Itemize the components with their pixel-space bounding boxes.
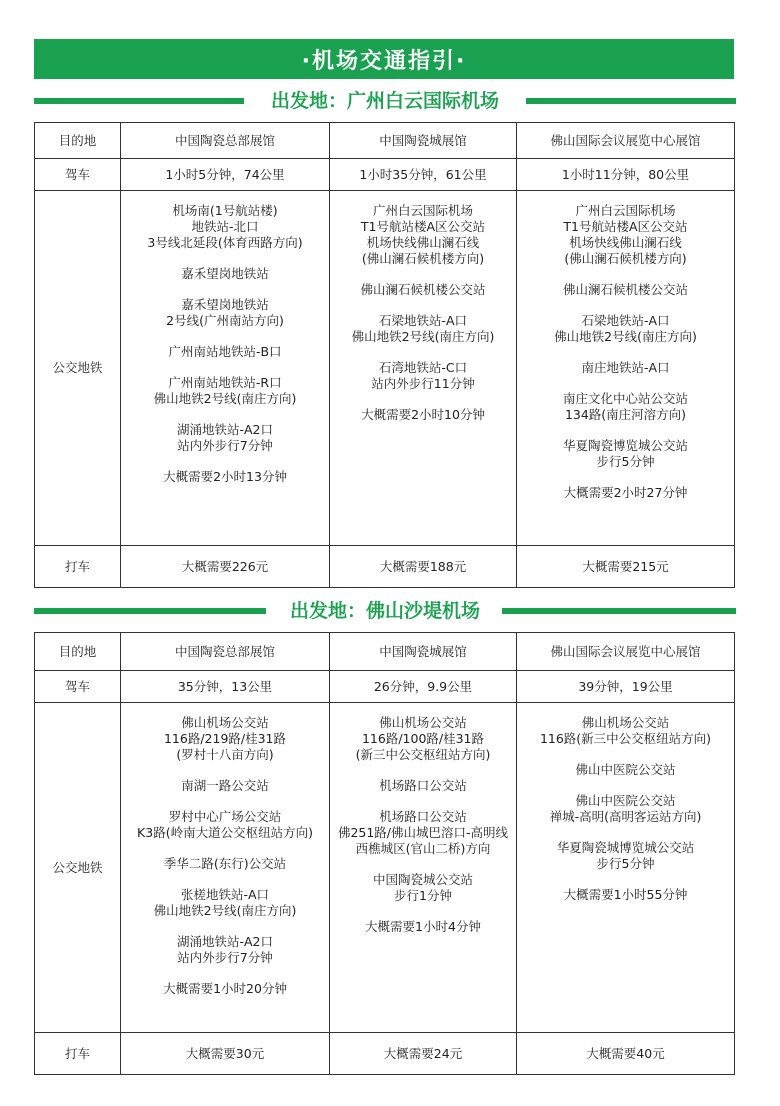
destination-header: 中国陶瓷总部展馆 bbox=[121, 633, 330, 671]
header-row bbox=[35, 123, 735, 159]
row-label: 驾车 bbox=[35, 671, 121, 703]
spacer bbox=[125, 841, 325, 856]
destination-header: 中国陶瓷城展馆 bbox=[330, 123, 517, 159]
spacer bbox=[125, 454, 325, 469]
spacer bbox=[125, 794, 325, 809]
row-label: 打车 bbox=[35, 1033, 121, 1075]
header-row bbox=[35, 633, 735, 671]
transit-cell bbox=[517, 703, 735, 1033]
drive-cell: 39分钟，19公里 bbox=[517, 671, 735, 703]
row-label: 驾车 bbox=[35, 159, 121, 191]
route-step: 步行5分钟 bbox=[596, 454, 655, 469]
destination-header: 中国陶瓷总部展馆 bbox=[121, 123, 330, 159]
route-table-baiyun bbox=[34, 122, 735, 588]
route-step: 华夏陶瓷博览城公交站 bbox=[562, 438, 688, 453]
spacer bbox=[125, 872, 325, 887]
route-step: 地铁站-北口 bbox=[191, 219, 259, 234]
route-step: 禅城-高明(高明客运站方向) bbox=[549, 809, 702, 824]
route-step: 佛山中医院公交站 bbox=[575, 793, 676, 808]
destination-header: 佛山国际会议展览中心展馆 bbox=[517, 633, 735, 671]
route-step: 站内外步行11分钟 bbox=[371, 376, 475, 391]
spacer bbox=[521, 747, 730, 762]
spacer bbox=[334, 392, 512, 407]
route-table-shadi bbox=[34, 632, 735, 1075]
row-label: 目的地 bbox=[35, 633, 121, 671]
route-step: 佛251路/佛山城巴溶口-高明线 bbox=[337, 825, 509, 840]
spacer bbox=[125, 919, 325, 934]
transit-cell bbox=[330, 191, 517, 546]
row-label: 公交地铁 bbox=[35, 703, 121, 1033]
route-step: 大概需要1小时20分钟 bbox=[163, 981, 287, 996]
spacer bbox=[125, 966, 325, 981]
route-step: (罗村十八亩方向) bbox=[176, 747, 274, 762]
route-step: 湖涌地铁站-A2口 bbox=[176, 934, 273, 949]
drive-row bbox=[35, 671, 735, 703]
route-step: 西樵城区(官山二桥)方向 bbox=[355, 841, 491, 856]
section-2-header bbox=[34, 598, 736, 624]
page-title-banner bbox=[34, 39, 734, 79]
transit-cell bbox=[330, 703, 517, 1033]
route-step: T1号航站楼A区公交站 bbox=[563, 219, 688, 234]
route-step: 佛山机场公交站 bbox=[581, 715, 670, 730]
route-step: 大概需要1小时55分钟 bbox=[563, 887, 688, 902]
route-step: 南庄文化中心站公交站 bbox=[562, 391, 688, 406]
route-step: 134路(南庄河溶方向) bbox=[564, 407, 687, 422]
route-step: (佛山澜石候机楼方向) bbox=[361, 251, 485, 266]
spacer bbox=[125, 251, 325, 266]
spacer bbox=[334, 298, 512, 313]
route-step: 季华二路(东行)公交站 bbox=[163, 856, 287, 871]
route-step: 广州白云国际机场 bbox=[372, 203, 473, 218]
spacer bbox=[521, 267, 730, 282]
spacer bbox=[334, 345, 512, 360]
route-step: 石湾地铁站-C口 bbox=[378, 360, 468, 375]
spacer bbox=[334, 904, 512, 919]
route-step: 石梁地铁站-A口 bbox=[378, 313, 468, 328]
spacer bbox=[334, 794, 512, 809]
taxi-row bbox=[35, 1033, 735, 1075]
spacer bbox=[334, 763, 512, 778]
route-step: 南湖一路公交站 bbox=[181, 778, 269, 793]
section-2-origin: 出发地：佛山沙堤机场 bbox=[289, 600, 480, 622]
transit-cell bbox=[517, 191, 735, 546]
route-step: 湖涌地铁站-A2口 bbox=[176, 422, 273, 437]
route-step: 步行5分钟 bbox=[596, 856, 655, 871]
spacer bbox=[125, 360, 325, 375]
spacer bbox=[521, 825, 730, 840]
route-step: 站内外步行7分钟 bbox=[177, 438, 273, 453]
taxi-cell: 大概需要226元 bbox=[121, 546, 330, 588]
route-step: 机场快线佛山澜石线 bbox=[569, 235, 682, 250]
transit-row bbox=[35, 703, 735, 1033]
spacer bbox=[521, 376, 730, 391]
route-step: K3路(岭南大道公交枢纽站方向) bbox=[137, 825, 313, 840]
route-step: 嘉禾望岗地铁站 bbox=[181, 266, 269, 281]
route-step: 机场路口公交站 bbox=[379, 809, 467, 824]
route-step: 大概需要2小时10分钟 bbox=[361, 407, 485, 422]
spacer bbox=[334, 267, 512, 282]
route-step: 佛山地铁2号线(南庄方向) bbox=[554, 329, 697, 344]
route-step: 罗村中心广场公交站 bbox=[168, 809, 282, 824]
spacer bbox=[334, 857, 512, 872]
route-step: 佛山中医院公交站 bbox=[575, 762, 676, 777]
route-step: 佛山澜石候机楼公交站 bbox=[360, 282, 486, 297]
route-step: 佛山机场公交站 bbox=[181, 715, 269, 730]
spacer bbox=[125, 282, 325, 297]
route-step: (佛山澜石候机楼方向) bbox=[564, 251, 687, 266]
route-step: 116路(新三中公交枢纽站方向) bbox=[539, 731, 712, 746]
drive-cell: 1小时11分钟，80公里 bbox=[517, 159, 735, 191]
section-1-header bbox=[34, 88, 736, 114]
drive-cell: 1小时5分钟，74公里 bbox=[121, 159, 330, 191]
route-step: 佛山地铁2号线(南庄方向) bbox=[153, 391, 297, 406]
route-step: 佛山澜石候机楼公交站 bbox=[562, 282, 688, 297]
spacer bbox=[125, 329, 325, 344]
drive-cell: 1小时35分钟，61公里 bbox=[330, 159, 517, 191]
transit-cell bbox=[121, 703, 330, 1033]
route-step: 华夏陶瓷城博览城公交站 bbox=[556, 840, 695, 855]
route-step: 中国陶瓷城公交站 bbox=[372, 872, 473, 887]
route-step: 佛山机场公交站 bbox=[379, 715, 467, 730]
route-step: 机场南(1号航站楼) bbox=[172, 203, 278, 218]
spacer bbox=[521, 423, 730, 438]
route-step: 广州白云国际机场 bbox=[575, 203, 676, 218]
row-label: 公交地铁 bbox=[35, 191, 121, 546]
row-label: 打车 bbox=[35, 546, 121, 588]
destination-header: 中国陶瓷城展馆 bbox=[330, 633, 517, 671]
drive-cell: 26分钟，9.9公里 bbox=[330, 671, 517, 703]
spacer bbox=[521, 345, 730, 360]
row-label: 目的地 bbox=[35, 123, 121, 159]
drive-row bbox=[35, 159, 735, 191]
route-step: 大概需要2小时27分钟 bbox=[563, 485, 688, 500]
route-step: 张槎地铁站-A口 bbox=[180, 887, 270, 902]
route-step: (新三中公交枢纽站方向) bbox=[355, 747, 491, 762]
transit-row bbox=[35, 191, 735, 546]
taxi-cell: 大概需要24元 bbox=[330, 1033, 517, 1075]
taxi-cell: 大概需要188元 bbox=[330, 546, 517, 588]
route-step: 广州南站地铁站-R口 bbox=[168, 375, 282, 390]
route-step: 南庄地铁站-A口 bbox=[581, 360, 670, 375]
route-step: 佛山地铁2号线(南庄方向) bbox=[153, 903, 297, 918]
spacer bbox=[521, 778, 730, 793]
route-step: 大概需要1小时4分钟 bbox=[365, 919, 481, 934]
page-title: ·机场交通指引· bbox=[301, 48, 467, 74]
spacer bbox=[521, 470, 730, 485]
route-step: 石梁地铁站-A口 bbox=[581, 313, 670, 328]
taxi-cell: 大概需要30元 bbox=[121, 1033, 330, 1075]
destination-header: 佛山国际会议展览中心展馆 bbox=[517, 123, 735, 159]
spacer bbox=[125, 407, 325, 422]
route-step: 大概需要2小时13分钟 bbox=[163, 469, 287, 484]
spacer bbox=[521, 872, 730, 887]
route-step: 116路/219路/桂31路 bbox=[163, 731, 287, 746]
route-step: T1号航站楼A区公交站 bbox=[360, 219, 486, 234]
taxi-row bbox=[35, 546, 735, 588]
route-step: 3号线北延段(体育西路方向) bbox=[147, 235, 303, 250]
route-step: 站内外步行7分钟 bbox=[177, 950, 273, 965]
route-step: 广州南站地铁站-B口 bbox=[168, 344, 282, 359]
route-step: 116路/100路/桂31路 bbox=[361, 731, 485, 746]
route-step: 佛山地铁2号线(南庄方向) bbox=[351, 329, 495, 344]
section-1-origin: 出发地：广州白云国际机场 bbox=[270, 90, 499, 112]
spacer bbox=[125, 763, 325, 778]
route-step: 机场路口公交站 bbox=[379, 778, 467, 793]
drive-cell: 35分钟，13公里 bbox=[121, 671, 330, 703]
route-step: 机场快线佛山澜石线 bbox=[366, 235, 480, 250]
taxi-cell: 大概需要40元 bbox=[517, 1033, 735, 1075]
route-step: 嘉禾望岗地铁站 bbox=[181, 297, 269, 312]
spacer bbox=[521, 298, 730, 313]
transit-cell bbox=[121, 191, 330, 546]
route-step: 2号线(广州南站方向) bbox=[166, 313, 284, 328]
taxi-cell: 大概需要215元 bbox=[517, 546, 735, 588]
route-step: 步行1分钟 bbox=[394, 888, 452, 903]
